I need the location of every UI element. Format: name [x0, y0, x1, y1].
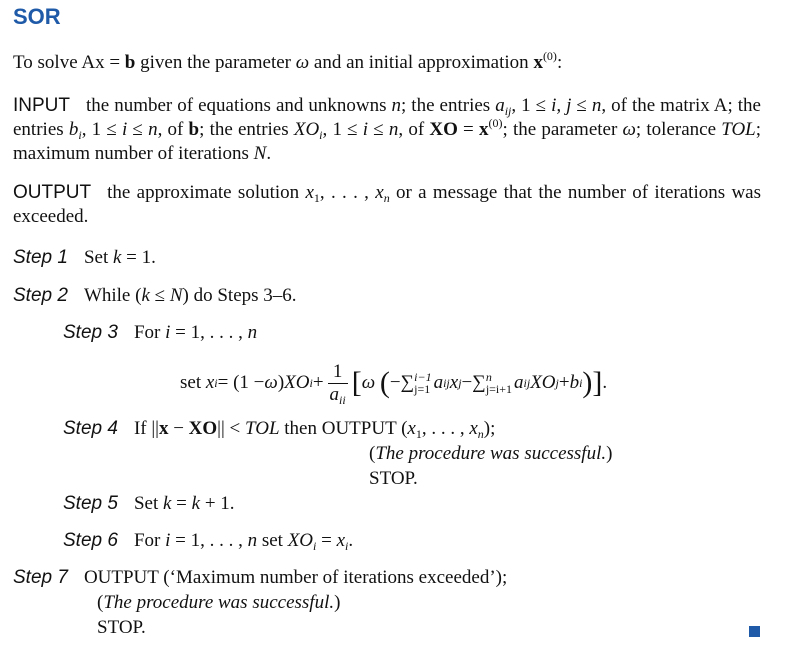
output-paragraph: OUTPUT the approximate solution $x_1$, . . . , $x_n$ or a message that the number of iterations was exceeded.: [13, 182, 761, 227]
input-paragraph: INPUT the number of equations and unknowns n; the entries $a_{ij}$, 1 ≤ i, j ≤ n, of the matrix A; the entries $b_i$, 1 ≤ i ≤ n, of b; the entries $XO_i$, 1 ≤ i ≤ n, of XO = $x^{(0)}$; the parameter ω; tolerance TOL; maximum number of iterations N.: [13, 95, 762, 164]
output-label: OUTPUT: [13, 182, 92, 203]
step-6-label: Step 6: [63, 530, 118, 551]
intro-line: To solve Ax = b given the parameter ω and an initial approximation $x^{(0)}$:: [13, 49, 563, 73]
fraction-one-over-aii: $\frac{1}{a_{ii}}$: [329, 360, 346, 407]
step-4: Step 4 If ||x − XO|| < TOL then OUTPUT ($x_1$, . . . , $x_n$);: [63, 418, 496, 441]
algorithm-title: SOR: [13, 4, 61, 29]
step-4-success-note: (The procedure was successful.): [369, 443, 613, 464]
step-7-success-note: (The procedure was successful.): [97, 592, 341, 613]
step-7-stop: STOP.: [97, 617, 146, 638]
step-4-label: Step 4: [63, 418, 118, 439]
step-6: Step 6 For i = 1, . . . , n set $XO_i = x_i$.: [63, 530, 354, 553]
step-5-label: Step 5: [63, 493, 118, 514]
sum-upper: ∑ n j=i+1: [472, 370, 513, 396]
end-of-algorithm-square-icon: [749, 626, 760, 637]
step-3-label: Step 3: [63, 322, 118, 343]
step-2: Step 2 While (k ≤ N) do Steps 3–6.: [13, 285, 297, 306]
step-1-label: Step 1: [13, 247, 68, 268]
sor-update-formula: set x i = (1 − ω ) XO i + $\frac{1}{a_{ii}}$ [ ω ( − ∑ i−1 j=1 a ij x j − ∑ n j=i+1 a ij XO j + b i ) ] .: [180, 360, 608, 407]
input-label: INPUT: [13, 95, 70, 116]
step-7: Step 7 OUTPUT (‘Maximum number of iterations exceeded’);: [13, 567, 508, 588]
step-1: Step 1 Set k = 1.: [13, 247, 156, 268]
step-3: Step 3 For i = 1, . . . , n: [63, 322, 258, 343]
step-4-stop: STOP.: [369, 468, 418, 489]
step-2-label: Step 2: [13, 285, 68, 306]
sum-lower: ∑ i−1 j=1: [400, 370, 432, 396]
step-5: Step 5 Set k = k + 1.: [63, 493, 235, 514]
step-7-label: Step 7: [13, 567, 68, 588]
